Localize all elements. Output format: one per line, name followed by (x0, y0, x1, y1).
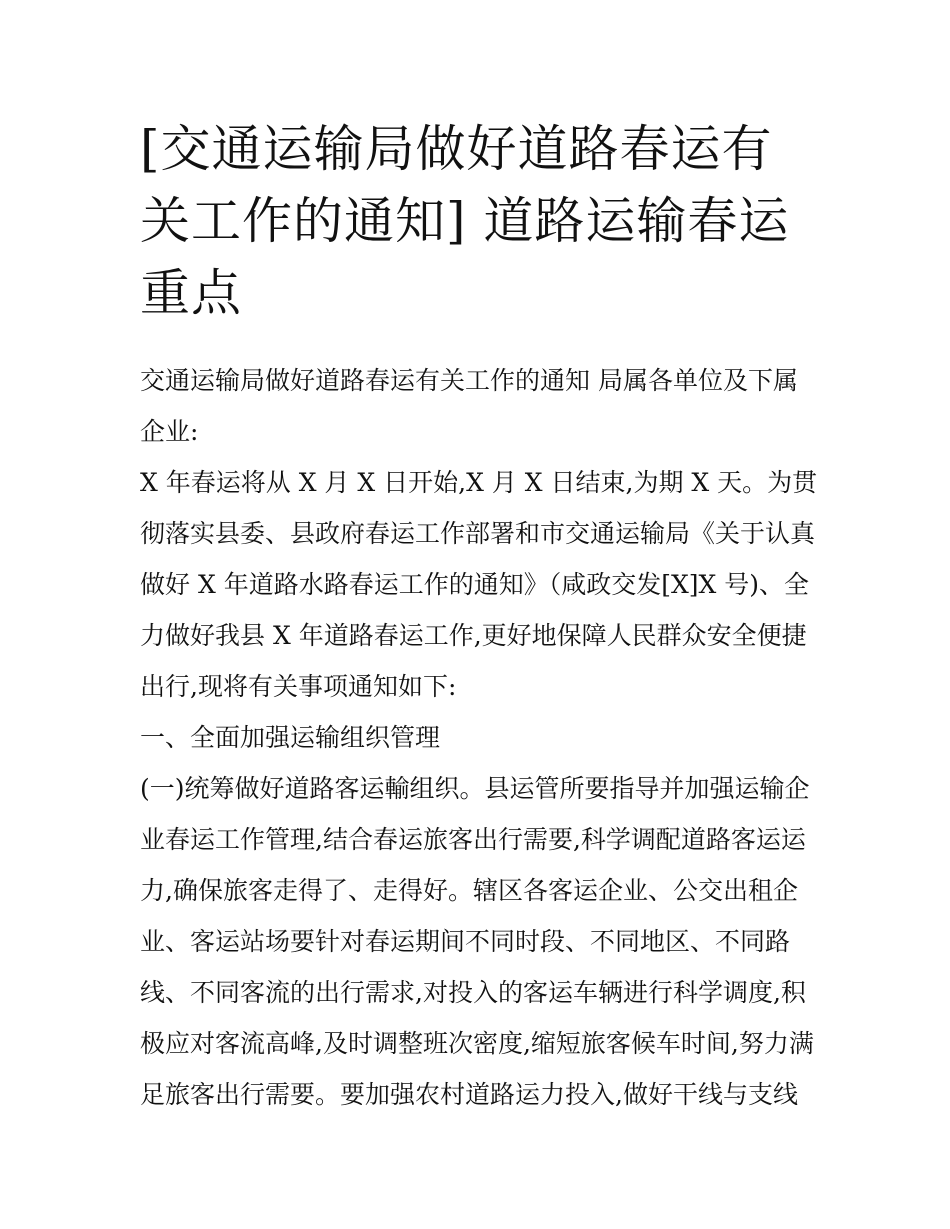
section-heading: 一、全面加强运输组织管理 (140, 723, 441, 752)
paragraph-section-1: (一)统筹做好道路客运輸组织。县运管所要指导并加强运输企业春运工作管理,结合春运旅客出行需要,科学调配道路客运运力,确保旅客走得了、走得好。辖区各客运企业、公交出租企业、客运站场要针对春运期间不同时段、不同地区、不同路线、不同客流的出行需求,对投入的客运车辆进行科学调度,积极应对客流高峰,及时调整班次密度,缩短旅客候车时间,努力满足旅客出行需要。要加强农村道路运力投入,做好干线与支线 (140, 774, 814, 1109)
document-title: [交通运输局做好道路春运有关工作的通知] 道路运输春运重点 (140, 120, 790, 322)
paragraph-intro: X 年春运将从 X 月 X 日开始,X 月 X 日结束,为期 X 天。为贯彻落实县委、县政府春运工作部署和市交通运输局《关于认真做好 X 年道路水路春运工作的通知》（咸政交发[X]X 号)、全力做好我县 X 年道路春运工作,更好地保障人民群众安全便捷出行,现将有关事项通知如下: (140, 468, 818, 701)
document-body (140, 355, 820, 1120)
paragraph-greeting: 交通运输局做好道路春运有关工作的通知 局属各单位及下属企业: (140, 366, 798, 446)
